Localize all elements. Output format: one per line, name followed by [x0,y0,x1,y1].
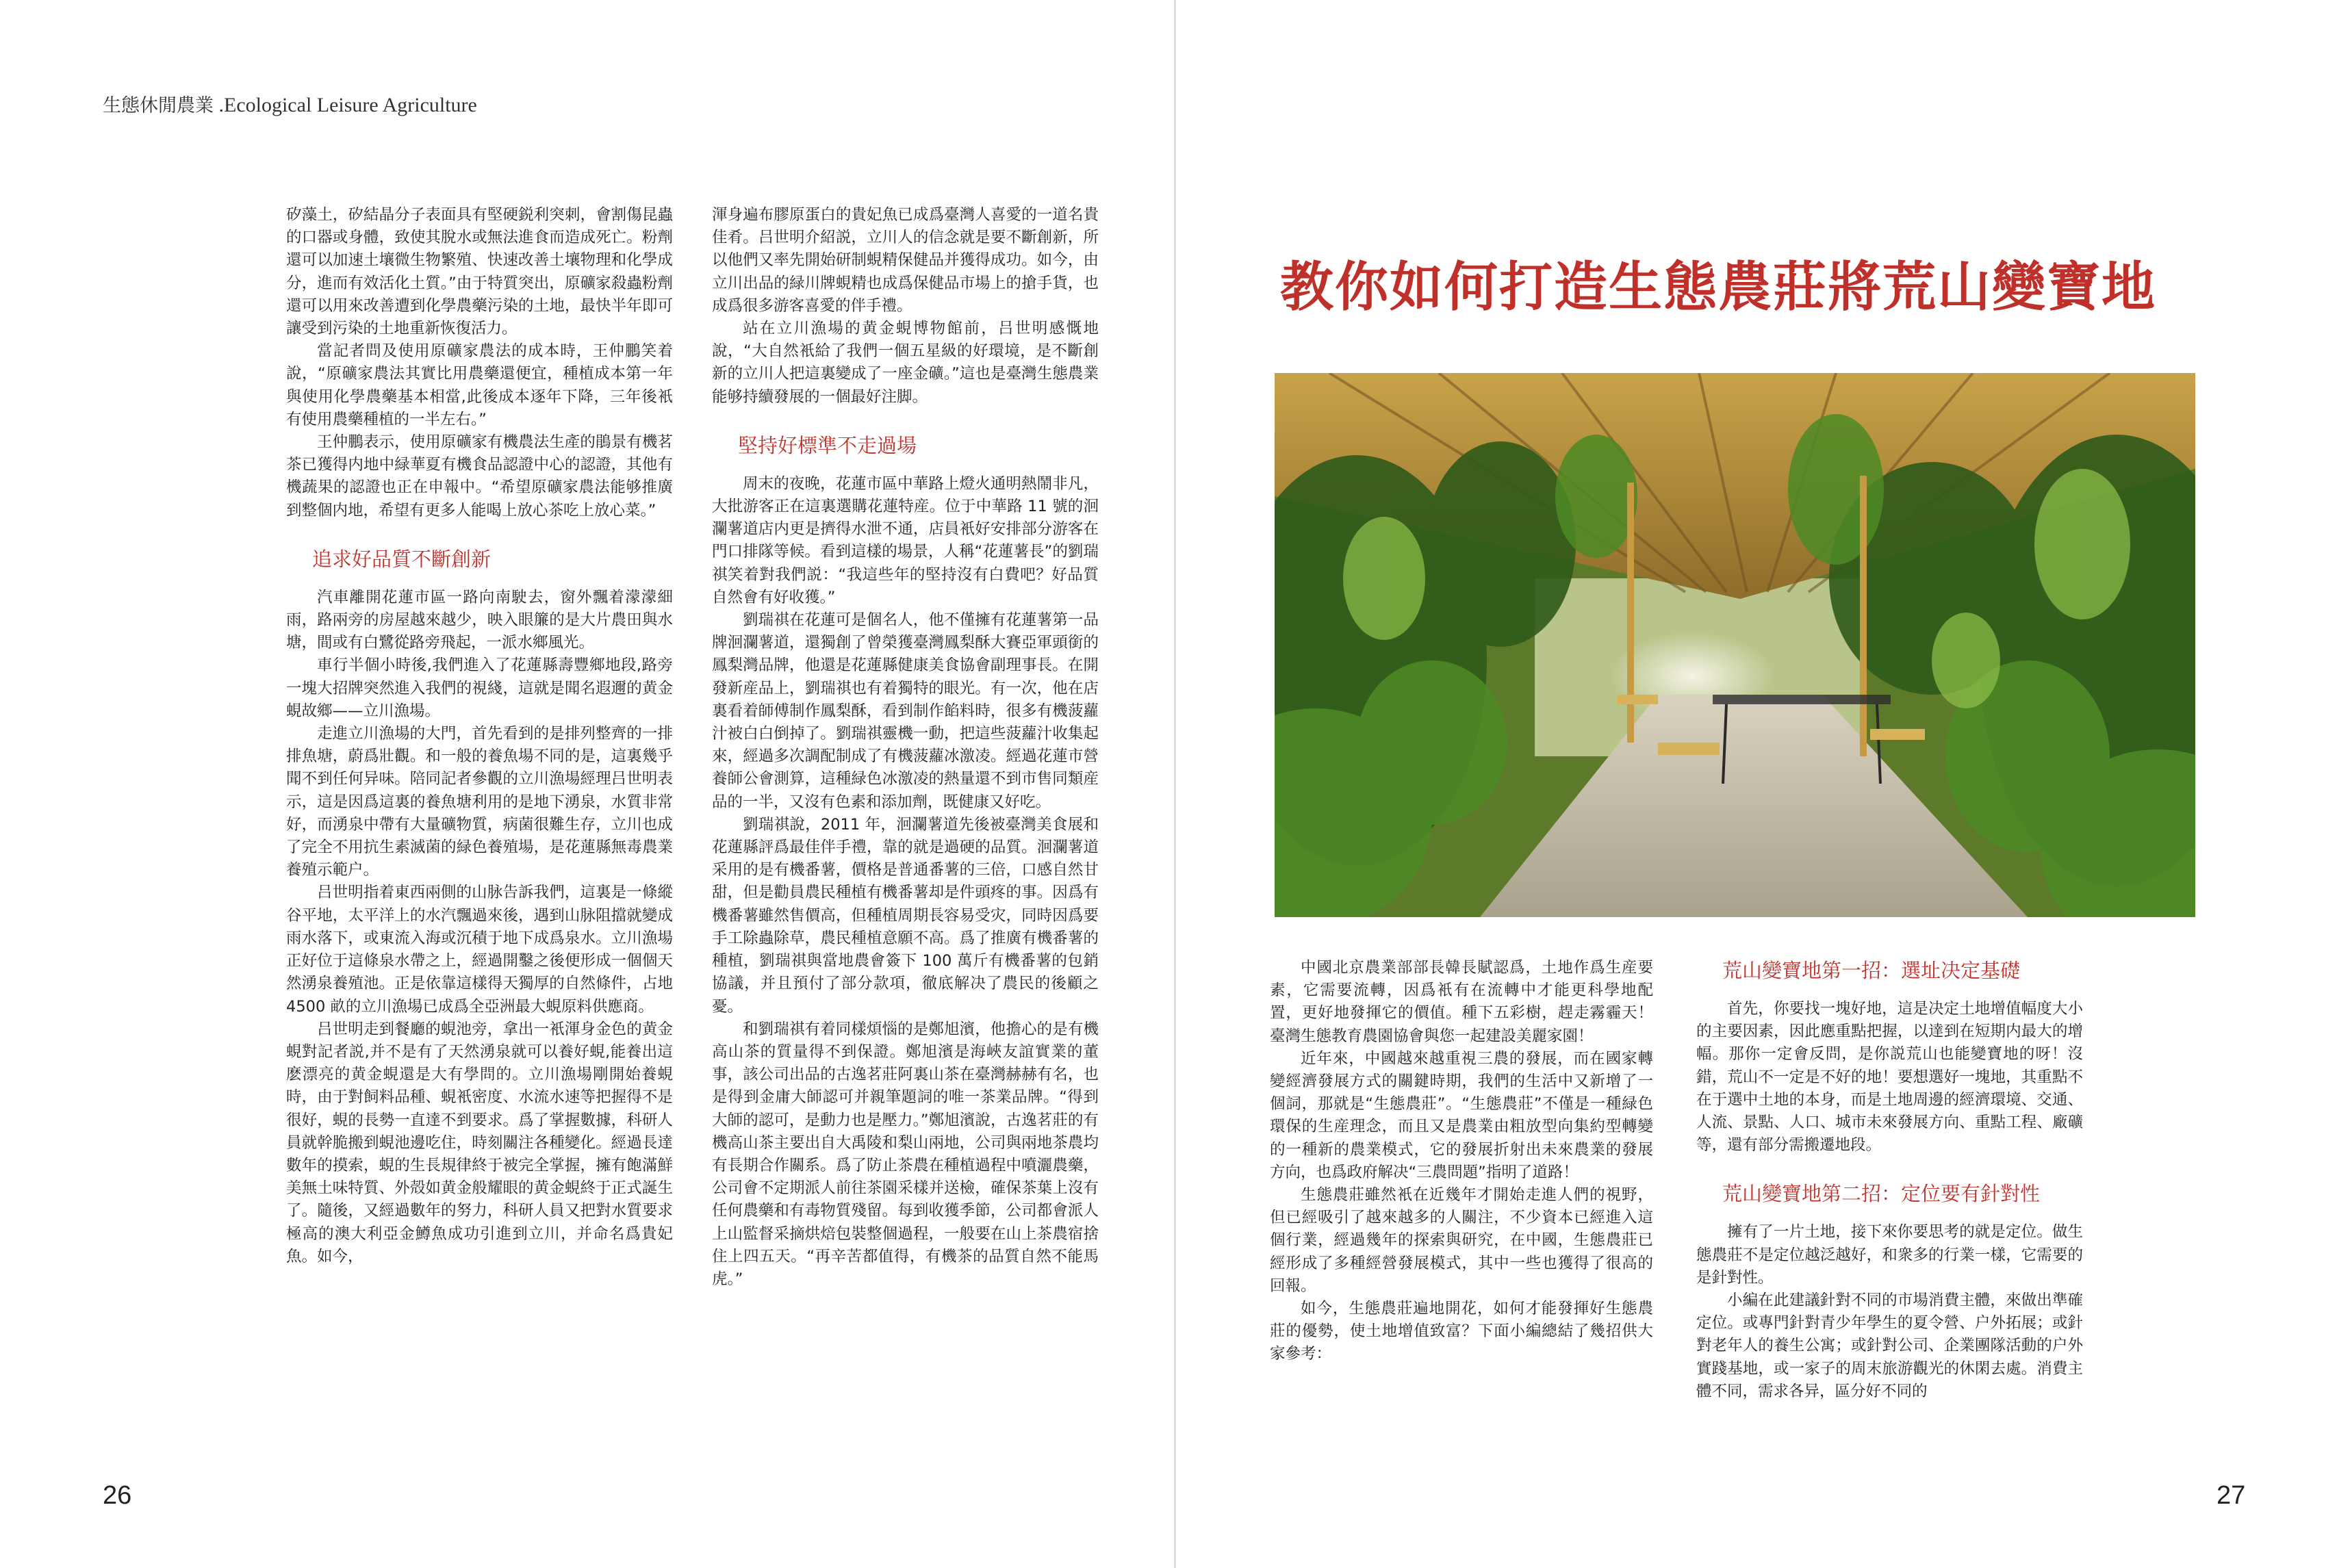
right-column-2 [1696,957,2083,1470]
page-number-right: 27 [2217,1481,2246,1510]
body-paragraph: 周末的夜晚，花蓮市區中華路上燈火通明熱鬧非凡，大批游客正在這裏選購花蓮特産。位于中華路 11 號的洄瀾薯道店内更是擠得水泄不通，店員衹好安排部分游客在門口排隊等候。看到這樣的場景，人稱“花蓮薯長”的劉瑞祺笑着對我們説：“我這些年的堅持沒有白費吧？好品質自然會有好收獲。” [712,474,1099,606]
section-heading: 荒山變寶地第二招：定位要有針對性 [1722,1182,2041,1206]
greenhouse-pergola-photo [1275,373,2195,917]
section-heading: 荒山變寶地第一招：選址决定基礎 [1722,959,2021,982]
body-paragraph: 生態農莊雖然衹在近幾年才開始走進人們的視野，但已經吸引了越來越多的人關注，不少資本已經進入這個行業，經過幾年的探索與研究，在中國，生態農莊已經形成了多種經營發展模式，其中一些也獲得了很高的回報。 [1270,1186,1653,1295]
article-headline: 教你如何打造生態農莊將荒山變寶地 [1280,257,2157,318]
running-head [103,90,477,117]
left-column-2 [712,204,1099,1470]
body-paragraph: 劉瑞祺說，2011 年，洄瀾薯道先後被臺灣美食展和花蓮縣評爲最佳伴手禮，靠的就是過硬的品質。洄瀾薯道采用的是有機番薯，價格是普通番薯的三倍，口感自然甘甜，但是勸員農民種植有機番薯却是件頭疼的事。因爲有機番薯雖然售價高，但種植周期長容易受灾，同時因爲要手工除蟲除草，農民種植意願不高。爲了推廣有機番薯的種植，劉瑞祺與當地農會簽下 100 萬斤有機番薯的包銷協議，并且預付了部分款項，徹底解决了農民的後顧之憂。 [712,815,1099,1016]
running-head-en: .Ecological Leisure Agriculture [214,94,477,116]
body-paragraph: 首先，你要找一塊好地，這是决定土地增值幅度大小的主要因素，因此應重點把握，以達到在短期内最大的增幅。那你一定會反問，是你説荒山也能變寶地的呀！沒錯，荒山不一定是不好的地！要想選好一塊地，其重點不在于選中土地的本身，而是土地周邊的經濟環境、交通、人流、景點、人口、城市未來發展方向、重點工程、廠礦等，還有部分需搬遷地段。 [1696,1000,2083,1155]
body-paragraph: 中國北京農業部部長韓長賦認爲，土地作爲生産要素，它需要流轉，因爲衹有在流轉中才能更科學地配置，更好地發揮它的價值。種下五彩樹，趕走霧霾天！臺灣生態教育農園協會與您一起建設美麗家園！ [1270,959,1653,1045]
body-paragraph: 當記者問及使用原礦家農法的成本時，王仲鵬笑着說，“原礦家農法其實比用農藥還便宜，種植成本第一年與使用化學農藥基本相當,此後成本逐年下降，三年後衹有使用農藥種植的一半左右。” [286,342,673,428]
body-paragraph: 吕世明走到餐廳的蜆池旁，拿出一衹渾身金色的黄金蜆對記者説,并不是有了天然湧泉就可以養好蜆,能養出這麽漂亮的黄金蜆還是大有學問的。立川漁場剛開始養蜆時，由于對飼料品種、蜆衹密度、水流水速等把握得不是很好，蜆的長勢一直達不到要求。爲了掌握數據，科研人員就幹脆搬到蜆池邊吃住，時刻關注各種變化。經過長達數年的摸索，蜆的生長規律終于被完全掌握，擁有飽滿鮮美無土味特質、外殻如黄金般耀眼的黄金蜆終于正式誕生了。隨後，又經過數年的努力，科研人員又把對水質要求極高的澳大利亞金鱒魚成功引進到立川，并命名爲貴妃魚。如今， [286,1020,673,1265]
body-paragraph: 擁有了一片土地，接下來你要思考的就是定位。做生態農莊不是定位越泛越好，和衆多的行業一樣，它需要的是針對性。 [1696,1223,2083,1287]
body-paragraph: 渾身遍布膠原蛋白的貴妃魚已成爲臺灣人喜愛的一道名貴佳肴。吕世明介紹説，立川人的信念就是要不斷創新，所以他們又率先開始研制蜆精保健品并獲得成功。如今，由立川出品的緑川牌蜆精也成爲保健品市場上的搶手貨，也成爲很多游客喜愛的伴手禮。 [712,206,1099,315]
body-paragraph: 汽車離開花蓮市區一路向南駛去，窗外飄着濛濛細雨，路兩旁的房屋越來越少，映入眼簾的是大片農田與水塘，間或有白鷺從路旁飛起，一派水鄉風光。 [286,588,673,652]
right-column-1 [1270,957,1653,1470]
left-column-1 [286,204,673,1470]
page-gutter [1174,0,1176,1568]
body-paragraph: 和劉瑞祺有着同樣煩惱的是鄭旭濱，他擔心的是有機高山茶的質量得不到保證。鄭旭濱是海峽友誼實業的董事，該公司出品的古逸茗莊阿裏山茶在臺灣赫赫有名，也是得到金庸大師認可并親筆題詞的唯一茶業品牌。“得到大師的認可，是動力也是壓力。”鄭旭濱說，古逸茗莊的有機高山茶主要出自大禹陵和梨山兩地，公司與兩地茶農均有長期合作關系。爲了防止茶農在種植過程中噴灑農藥，公司會不定期派人前往茶園采樣并送檢，確保茶葉上沒有任何農藥和有毒物質殘留。每到收獲季節，公司都會派人上山監督采摘烘焙包裝整個過程，一般要在山上茶農宿捨住上四五天。“再辛苦都值得，有機茶的品質自然不能馬虎。” [712,1020,1099,1288]
body-paragraph: 車行半個小時後,我們進入了花蓮縣壽豐鄉地段,路旁一塊大招牌突然進入我們的視綫，這就是聞名遐邇的黄金蜆故鄉——立川漁場。 [286,656,673,720]
running-head-zh: 生態休閒農業 [103,95,214,116]
body-paragraph: 如今，生態農莊遍地開花，如何才能發揮好生態農莊的優勢，使土地增值致富？下面小編總結了幾招供大家參考： [1270,1300,1653,1363]
body-paragraph: 矽藻土，矽結晶分子表面具有堅硬鋭利突刺，會割傷昆蟲的口器或身體，致使其脫水或無法進食而造成死亡。粉劑還可以加速土壤微生物繁殖、快速改善土壤物理和化學成分，進而有效活化土質。”由于特質突出，原礦家殺蟲粉劑還可以用來改善遭到化學農藥污染的土地，最快半年即可讓受到污染的土地重新恢復活力。 [286,206,673,338]
body-paragraph: 劉瑞祺在花蓮可是個名人，他不僅擁有花蓮薯第一品牌洄瀾薯道，還獨創了曾榮獲臺灣鳳梨酥大賽亞軍頭銜的鳳梨灣品牌，他還是花蓮縣健康美食協會副理事長。在開發新産品上，劉瑞祺也有着獨特的眼光。有一次，他在店裏看着師傅制作鳳梨酥，看到制作餡料時，很多有機菠蘿汁被白白倒掉了。劉瑞祺靈機一動，把這些菠蘿汁收集起來，經過多次調配制成了有機菠蘿冰激凌。經過花蓮市營養師公會測算，這種緑色冰激凌的熱量還不到市售同類産品的一半，又沒有色素和添加劑，既健康又好吃。 [712,611,1099,811]
photo-illustration [1275,373,2195,917]
body-paragraph: 王仲鵬表示，使用原礦家有機農法生產的鵑景有機茗茶已獲得内地中緑華夏有機食品認證中心的認證，其他有機蔬果的認證也正在申報中。“希望原礦家農法能够推廣到整個内地，希望有更多人能喝上放心茶吃上放心菜。” [286,433,673,519]
body-paragraph: 吕世明指着東西兩側的山脉告訴我們，這裏是一條縱谷平地，太平洋上的水汽飄過來後，遇到山脉阻擋就變成雨水落下，或東流入海或沉積于地下成爲泉水。立川漁場正好位于這條泉水帶之上，經過開鑿之後便形成一個個天然湧泉養殖池。正是依靠這樣得天獨厚的自然條件，占地 4500 畝的立川漁場已成爲全亞洲最大蜆原料供應商。 [286,884,673,1016]
page-number-left: 26 [103,1481,132,1510]
body-paragraph: 走進立川漁場的大門，首先看到的是排列整齊的一排排魚塘，蔚爲壯觀。和一般的養魚場不同的是，這裏幾乎聞不到任何异味。陪同記者參觀的立川漁場經理吕世明表示，這是因爲這裏的養魚塘利用的是地下湧泉，水質非常好，而湧泉中帶有大量礦物質，病菌很難生存，立川也成了完全不用抗生素滅菌的緑色養殖場，是花蓮縣無毒農業養殖示範户。 [286,725,673,879]
body-paragraph: 站在立川漁場的黄金蜆博物館前，吕世明感慨地說，“大自然衹給了我們一個五星級的好環境，是不斷創新的立川人把這裏變成了一座金礦。”這也是臺灣生態農業能够持續發展的一個最好注脚。 [712,320,1099,406]
body-paragraph: 小編在此建議針對不同的市場消費主體，來做出準確定位。或專門針對青少年學生的夏令營、户外拓展；或針對老年人的養生公寓；或針對公司、企業團隊活動的户外實踐基地，或一家子的周末旅游觀光的休閑去處。消費主體不同，需求各异，區分好不同的 [1696,1291,2083,1400]
section-heading: 追求好品質不斷創新 [312,547,491,571]
section-heading: 堅持好標準不走過場 [738,433,917,457]
body-paragraph: 近年來，中國越來越重視三農的發展，而在國家轉變經濟發展方式的關鍵時期，我們的生活中又新增了一個詞，那就是“生態農莊”。“生態農莊”不僅是一種緑色環保的生産理念，而且又是農業由粗放型向集約型轉變的一種新的農業模式，它的發展折射出未來農業的發展方向，也爲政府解决“三農問題”指明了道路！ [1270,1049,1653,1181]
